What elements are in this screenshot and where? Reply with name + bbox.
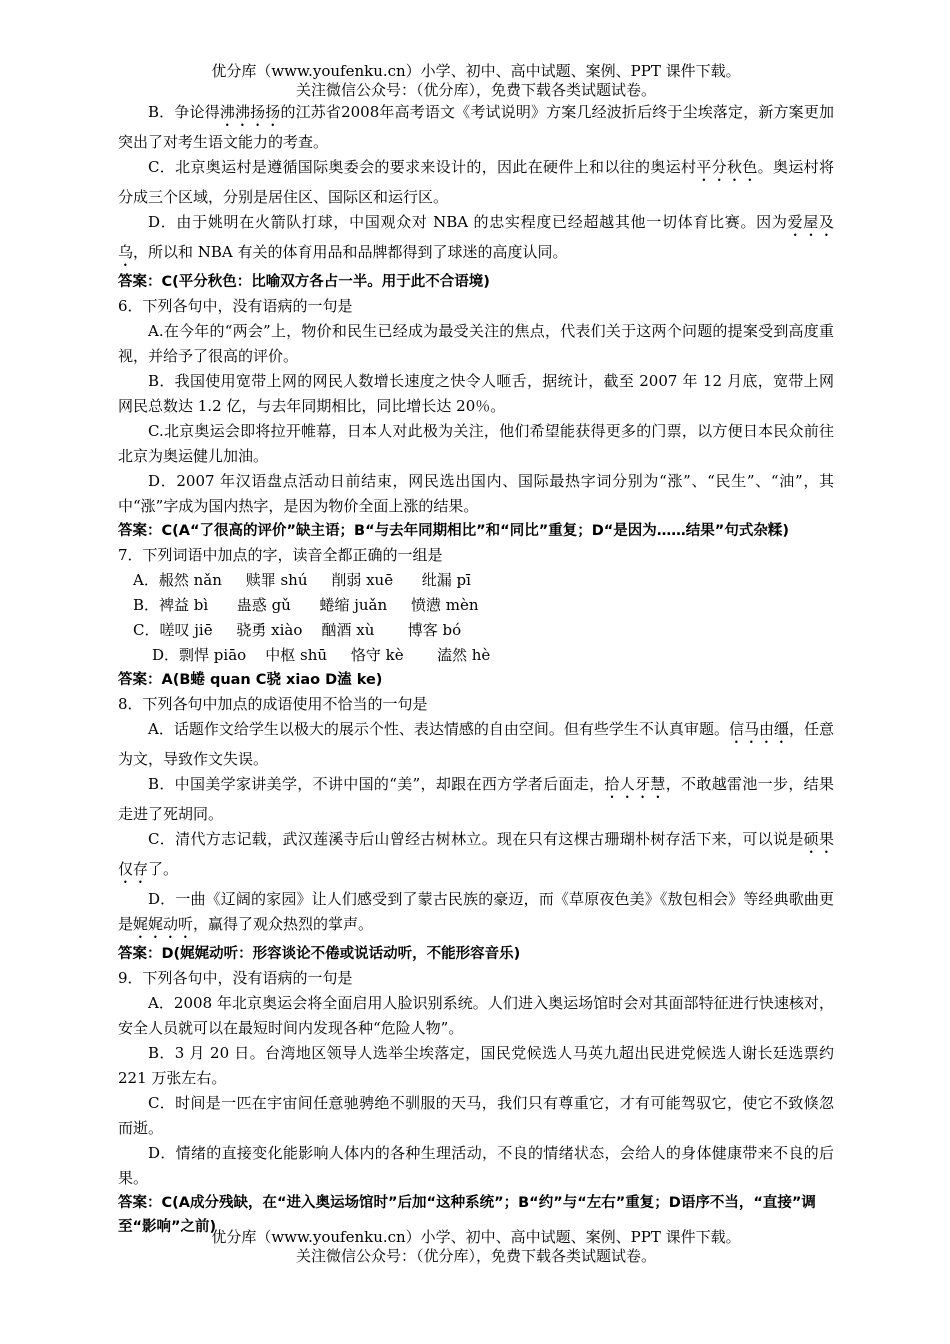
- emphasized-idiom: 硕果仅存: [118, 830, 834, 878]
- q7-option-d: D．剽悍 piāo 中枢 shū 恪守 kè 溘然 hè: [152, 646, 491, 664]
- header-line-1: 优分库（www.youfenku.cn）小学、初中、高中试题、案例、PPT 课件下载。: [211, 62, 741, 80]
- q9-option-d: D．情绪的直接变化能影响人体内的各种生理活动，不良的情绪状态，会给人的身体健康带来不良的后果。: [118, 1144, 834, 1187]
- header-line-2: 关注微信公众号：（优分库），免费下载各类试题试卷。: [295, 81, 656, 99]
- q8-option-c: C．清代方志记载，武汉莲溪寺后山曾经古树林立。现在只有这棵古珊瑚朴树存活下来，可以说是硕果仅存了。: [118, 830, 834, 878]
- q7-option-a: A．赧然 nǎn 赎罪 shú 削弱 xuē 纰漏 pī: [133, 571, 471, 589]
- page-header: [118, 62, 834, 100]
- q8-stem: 8．下列各句中加点的成语使用不恰当的一句是: [118, 695, 428, 713]
- emphasized-idiom: 沸沸扬扬: [219, 103, 281, 121]
- emphasized-idiom: 爱屋及乌: [118, 213, 834, 261]
- q5-answer: 答案：C(平分秋色：比喻双方各占一半。用于此不合语境): [118, 274, 490, 290]
- q6-answer: 答案：C(A“了很高的评价”缺主语；B“与去年同期相比”和“同比”重复；D“是因为……结果”句式杂糅): [118, 523, 789, 539]
- q9-stem: 9．下列各句中，没有语病的一句是: [118, 969, 353, 987]
- q6-option-c: C.北京奥运会即将拉开帷幕，日本人对此极为关注，他们希望能获得更多的门票，以方便日本民众前往北京为奥运健儿加油。: [118, 422, 834, 465]
- q7-option-c: C．嗟叹 jiē 骁勇 xiào 酗酒 xù 博客 bó: [133, 621, 462, 639]
- footer-line-2: 关注微信公众号：（优分库），免费下载各类试题试卷。: [295, 1247, 656, 1265]
- q5-option-d: D．由于姚明在火箭队打球，中国观众对 NBA 的忠实程度已经超越其他一切体育比赛。因为爱屋及乌，所以和 NBA 有关的体育用品和品牌都得到了球迷的高度认同。: [118, 213, 834, 261]
- q6-option-b: B．我国使用宽带上网的网民人数增长速度之快令人咂舌，据统计，截至 2007 年 12 月底，宽带上网网民总数达 1.2 亿，与去年同期相比，同比增长达 20％。: [118, 372, 834, 415]
- q9-option-b: B．3 月 20 日。台湾地区领导人选举尘埃落定，国民党候选人马英九超出民进党候选人谢长廷选票约 221 万张左右。: [118, 1044, 834, 1087]
- q7-answer: 答案：A(B蜷 quan C骁 xiao D溘 ke): [118, 672, 383, 688]
- q9-answer: 答案：C(A成分残缺，在“进入奥运场馆时”后加“这种系统”；B“约”与“左右”重复；D语序不当，“直接”调至“影响”之前): [118, 1195, 816, 1235]
- emphasized-idiom: 平分秋色: [696, 158, 758, 176]
- emphasized-idiom: 信马由缰: [728, 720, 789, 738]
- emphasized-idiom: 娓娓动听: [133, 915, 194, 933]
- q8-option-d: D．一曲《辽阔的家园》让人们感受到了蒙古民族的豪迈，而《草原夜色美》《敖包相会》等经典歌曲更是娓娓动听，赢得了观众热烈的掌声。: [118, 890, 834, 933]
- q5-option-b: B．争论得沸沸扬扬的江苏省2008年高考语文《考试说明》方案几经波折后终于尘埃落定，新方案更加突出了对考生语文能力的考查。: [118, 103, 834, 151]
- q5-option-c: C．北京奥运村是遵循国际奥委会的要求来设计的，因此在硬件上和以往的奥运村平分秋色。奥运村将分成三个区域，分别是居住区、国际区和运行区。: [118, 158, 834, 206]
- emphasized-idiom: 拾人牙慧: [604, 775, 666, 793]
- q8-option-b: B．中国美学家讲美学，不讲中国的“美”，却跟在西方学者后面走，拾人牙慧，不敢越雷池一步，结果走进了死胡同。: [118, 775, 834, 823]
- q7-option-b: B．裨益 bì 蛊惑 gǔ 蜷缩 juǎn 愤懑 mèn: [133, 596, 479, 614]
- q6-stem: 6．下列各句中，没有语病的一句是: [118, 297, 353, 315]
- page-footer: [118, 1228, 834, 1266]
- document-page: [118, 62, 834, 1239]
- q9-option-c: C．时间是一匹在宇宙间任意驰骋绝不驯服的天马，我们只有尊重它，才有可能驾驭它，使它不致倏忽而逝。: [118, 1094, 834, 1137]
- q7-stem: 7．下列词语中加点的字，读音全都正确的一组是: [118, 546, 443, 564]
- footer-line-1: 优分库（www.youfenku.cn）小学、初中、高中试题、案例、PPT 课件下载。: [211, 1228, 741, 1246]
- q6-option-a: A.在今年的“两会”上，物价和民生已经成为最受关注的焦点，代表们关于这两个问题的提案受到高度重视，并给予了很高的评价。: [118, 322, 834, 365]
- q8-option-a: A．话题作文给学生以极大的展示个性、表达情感的自由空间。但有些学生不认真审题。信马由缰，任意为文，导致作文失误。: [118, 720, 834, 768]
- q9-option-a: A．2008 年北京奥运会将全面启用人脸识别系统。人们进入奥运场馆时会对其面部特征进行快速核对，安全人员就可以在最短时间内发现各种“危险人物”。: [118, 994, 834, 1037]
- q6-option-d: D．2007 年汉语盘点活动日前结束，网民选出国内、国际最热字词分别为“涨”、“民生”、“油”，其中“涨”字成为国内热字，是因为物价全面上涨的结果。: [118, 472, 834, 515]
- q8-answer: 答案：D(娓娓动听：形容谈论不倦或说话动听，不能形容音乐): [118, 946, 521, 962]
